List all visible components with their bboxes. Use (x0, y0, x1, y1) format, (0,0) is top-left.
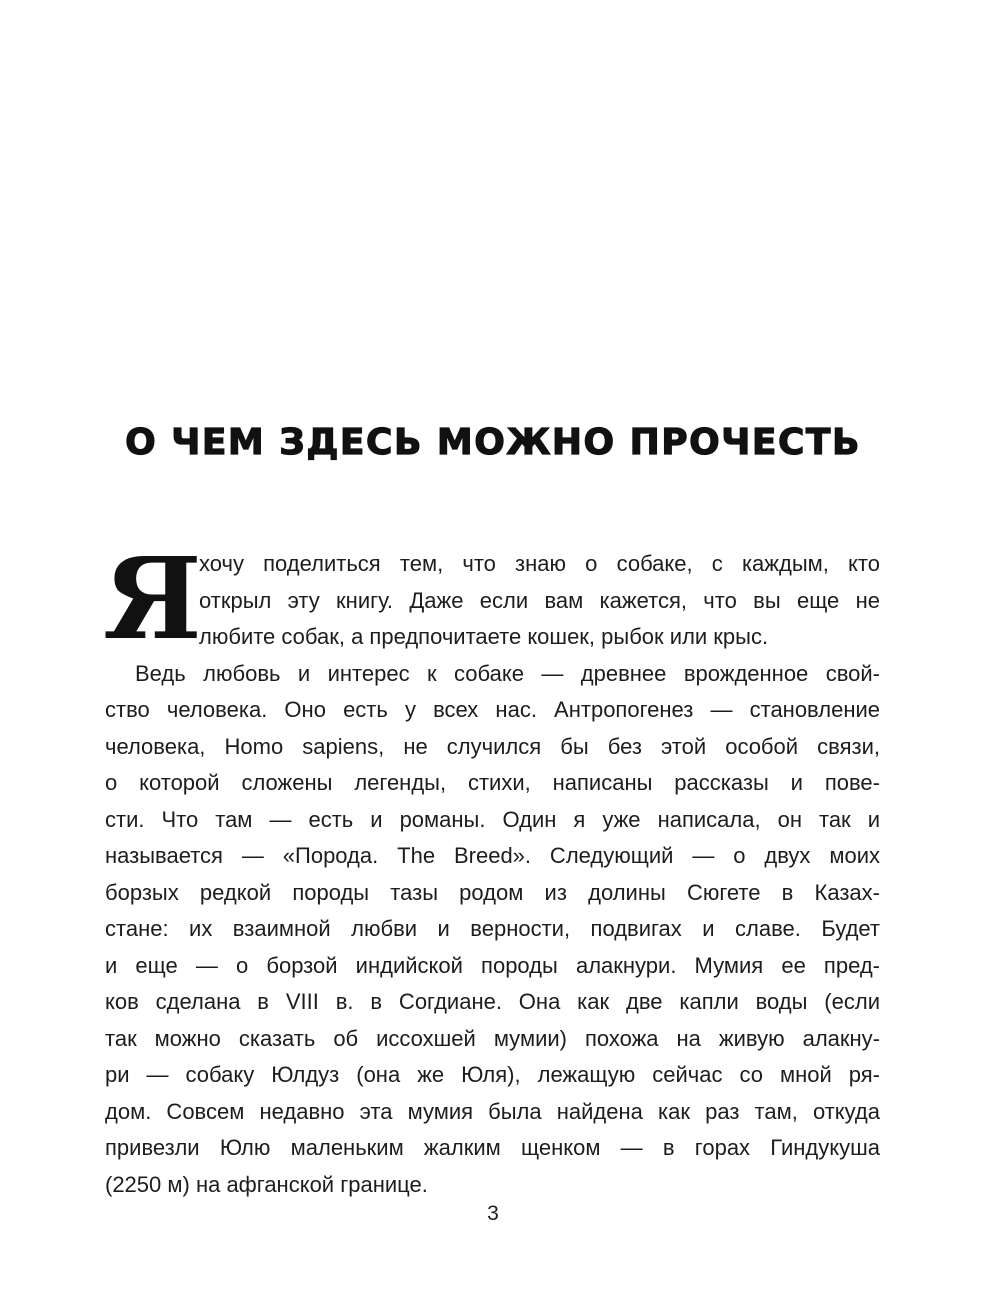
text-line: дом. Совсем недавно эта мумия была найдена как раз там, откуда (105, 1098, 880, 1124)
text-line: и еще — о борзой индийской породы алакнури. Мумия ее пред- (105, 952, 880, 978)
text-block (103, 534, 880, 1203)
page-number: 3 (487, 1202, 499, 1225)
text-line: о которой сложены легенды, стихи, написаны рассказы и пове- (105, 770, 880, 795)
drop-cap-letter: Я (103, 534, 202, 665)
text-line: сти. Что там — есть и романы. Один я уже написала, он так и (105, 806, 880, 832)
opening-paragraph (103, 534, 880, 665)
main-paragraph (105, 656, 880, 1204)
text-line: ри — собаку Юлдуз (она же Юля), лежащую сейчас со мной ря- (105, 1062, 880, 1087)
text-line: стане: их взаимной любви и верности, подвигах и славе. Будет (105, 916, 880, 941)
text-line: любите собак, а предпочитаете кошек, рыбок или крыс. (199, 624, 769, 649)
text-line: (2250 м) на афганской границе. (105, 1171, 428, 1197)
text-line: привезли Юлю маленьким жалким щенком — в горах Гиндукуша (105, 1135, 880, 1160)
text-line: так можно сказать об иссохшей мумии) похожа на живую алакну- (105, 1025, 880, 1051)
chapter-title: О ЧЕМ ЗДЕСЬ МОЖНО ПРОЧЕСТЬ (125, 422, 861, 463)
text-line: открыл эту книгу. Даже если вам кажется, что вы еще не (199, 587, 880, 613)
text-line: человека, Homo sapiens, не случился бы без этой особой связи, (105, 733, 880, 759)
text-line: Ведь любовь и интерес к собаке — древнее врожденное свой- (135, 660, 880, 686)
text-line: ство человека. Оно есть у всех нас. Антропогенез — становление (105, 697, 880, 722)
text-line: борзых редкой породы тазы родом из долины Сюгете в Казах- (105, 879, 880, 905)
text-line: называется — «Порода. The Breed». Следующий — о двух моих (105, 843, 880, 868)
text-line: хочу поделиться тем, что знаю о собаке, с каждым, кто (199, 551, 880, 576)
text-line: ков сделана в VIII в. в Согдиане. Она как две капли воды (если (105, 989, 880, 1014)
